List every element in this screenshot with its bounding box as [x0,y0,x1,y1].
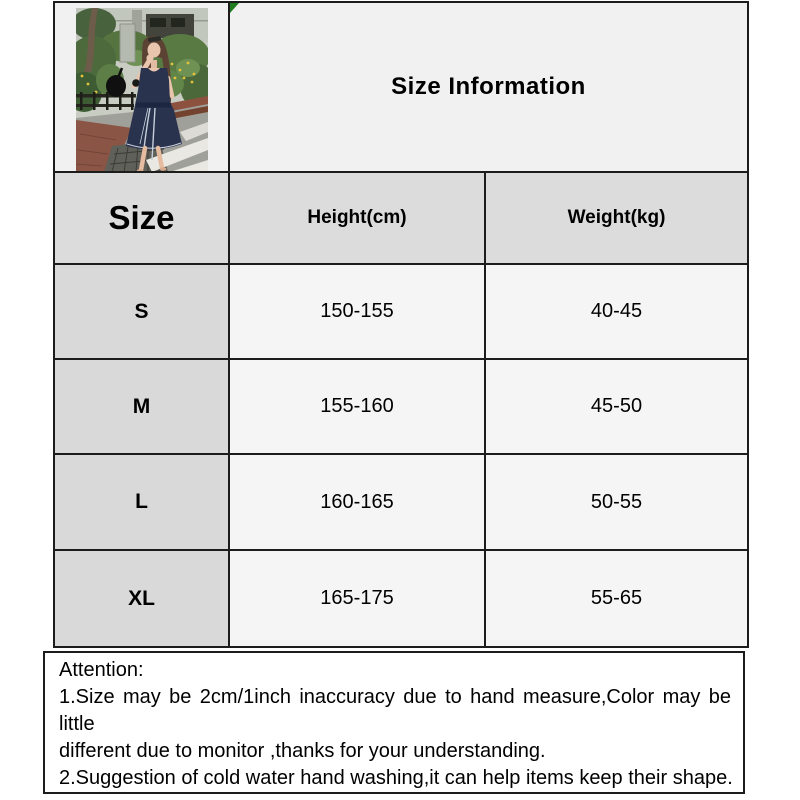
weight-value-m: 45-50 [486,360,747,455]
height-value-s: 150-155 [230,265,486,360]
product-photo-cell [55,3,230,173]
product-photo [76,8,208,172]
size-info-banner-cell [230,3,747,173]
col-header-weight: Weight(kg) [486,173,747,265]
size-chart-table [53,1,749,648]
size-label-s: S [55,265,230,360]
weight-value-l: 50-55 [486,455,747,551]
attention-note-2: 2.Suggestion of cold water hand washing,it can help items keep their shape. [59,767,733,789]
height-value-m: 155-160 [230,360,486,455]
page-title: Size Information [391,73,586,100]
size-label-xl: XL [55,551,230,646]
height-value-xl: 165-175 [230,551,486,646]
height-value-l: 160-165 [230,455,486,551]
attention-note-1b: different due to monitor ,thanks for your understanding. [59,740,546,762]
attention-note-1a: 1.Size may be 2cm/1inch inaccuracy due to hand measure,Color may be little [59,686,731,735]
weight-value-s: 40-45 [486,265,747,360]
green-corner-flag-icon [230,3,239,13]
attention-box [43,651,745,794]
weight-value-xl: 55-65 [486,551,747,646]
size-label-l: L [55,455,230,551]
col-header-size: Size [55,173,230,265]
col-header-height: Height(cm) [230,173,486,265]
size-label-m: M [55,360,230,455]
attention-title: Attention: [59,659,144,681]
